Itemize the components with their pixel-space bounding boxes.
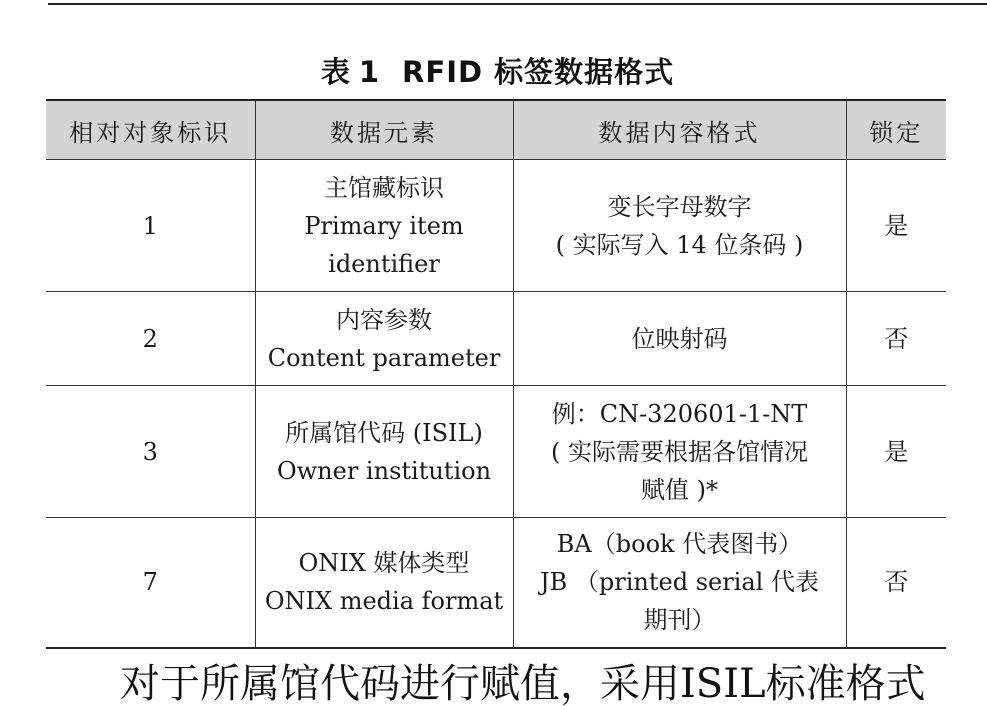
cell-data-element (255, 386, 513, 518)
cell-object-id: 7 (46, 518, 255, 648)
rfid-data-table (46, 99, 946, 649)
table-row (46, 292, 946, 386)
cell-content-format (513, 386, 846, 518)
table-title-prefix: 表 (320, 55, 351, 89)
cell-data-element (255, 292, 513, 386)
cell-data-element (255, 518, 513, 648)
cell-line: Content parameter (267, 343, 501, 372)
cell-line: ONIX media format (264, 587, 504, 616)
table-title-text: RFID 标签数据格式 (402, 55, 675, 89)
cell-object-id: 1 (46, 160, 255, 292)
cell-locked: 是 (846, 160, 946, 292)
header-locked: 锁定 (846, 100, 946, 160)
cell-line: 位映射码 (631, 324, 728, 353)
cell-locked: 否 (846, 292, 946, 386)
header-data-element: 数据元素 (255, 100, 513, 160)
header-object-id: 相对对象标识 (46, 100, 255, 160)
cell-line: BA（book 代表图书） (556, 530, 803, 559)
cell-line: Primary item (304, 211, 464, 240)
cell-line: 例：CN-320601-1-NT (551, 399, 808, 428)
cell-locked: 否 (846, 518, 946, 648)
body-paragraph-partial: 对于所属馆代码进行赋值，采用ISIL标准格式 (120, 661, 926, 707)
table-row (46, 518, 946, 648)
cell-object-id: 2 (46, 292, 255, 386)
cell-line: 变长字母数字 (607, 192, 752, 221)
cell-line: ( 实际写入 14 位条码 ) (555, 230, 804, 259)
cell-line: 主馆藏标识 (324, 173, 444, 202)
cell-locked: 是 (846, 386, 946, 518)
top-rule (48, 3, 987, 5)
header-content-format: 数据内容格式 (513, 100, 846, 160)
table-row (46, 386, 946, 518)
cell-line: ( 实际需要根据各馆情况 (551, 437, 808, 466)
cell-line: 内容参数 (336, 305, 432, 334)
cell-data-element (255, 160, 513, 292)
table-title-number: 1 (358, 55, 381, 89)
cell-line: 期刊） (643, 606, 716, 635)
cell-line: 赋值 )* (641, 475, 718, 504)
cell-content-format (513, 518, 846, 648)
table-header-row (46, 100, 946, 160)
cell-content-format (513, 160, 846, 292)
cell-line: JB （printed serial 代表 (540, 568, 819, 597)
table-row (46, 160, 946, 292)
cell-object-id: 3 (46, 386, 255, 518)
cell-line: ONIX 媒体类型 (298, 549, 470, 578)
cell-line: Owner institution (276, 456, 492, 485)
cell-line: 所属馆代码 (ISIL) (285, 418, 483, 447)
cell-content-format (513, 292, 846, 386)
table-title (0, 50, 987, 91)
cell-line: identifier (328, 249, 440, 278)
